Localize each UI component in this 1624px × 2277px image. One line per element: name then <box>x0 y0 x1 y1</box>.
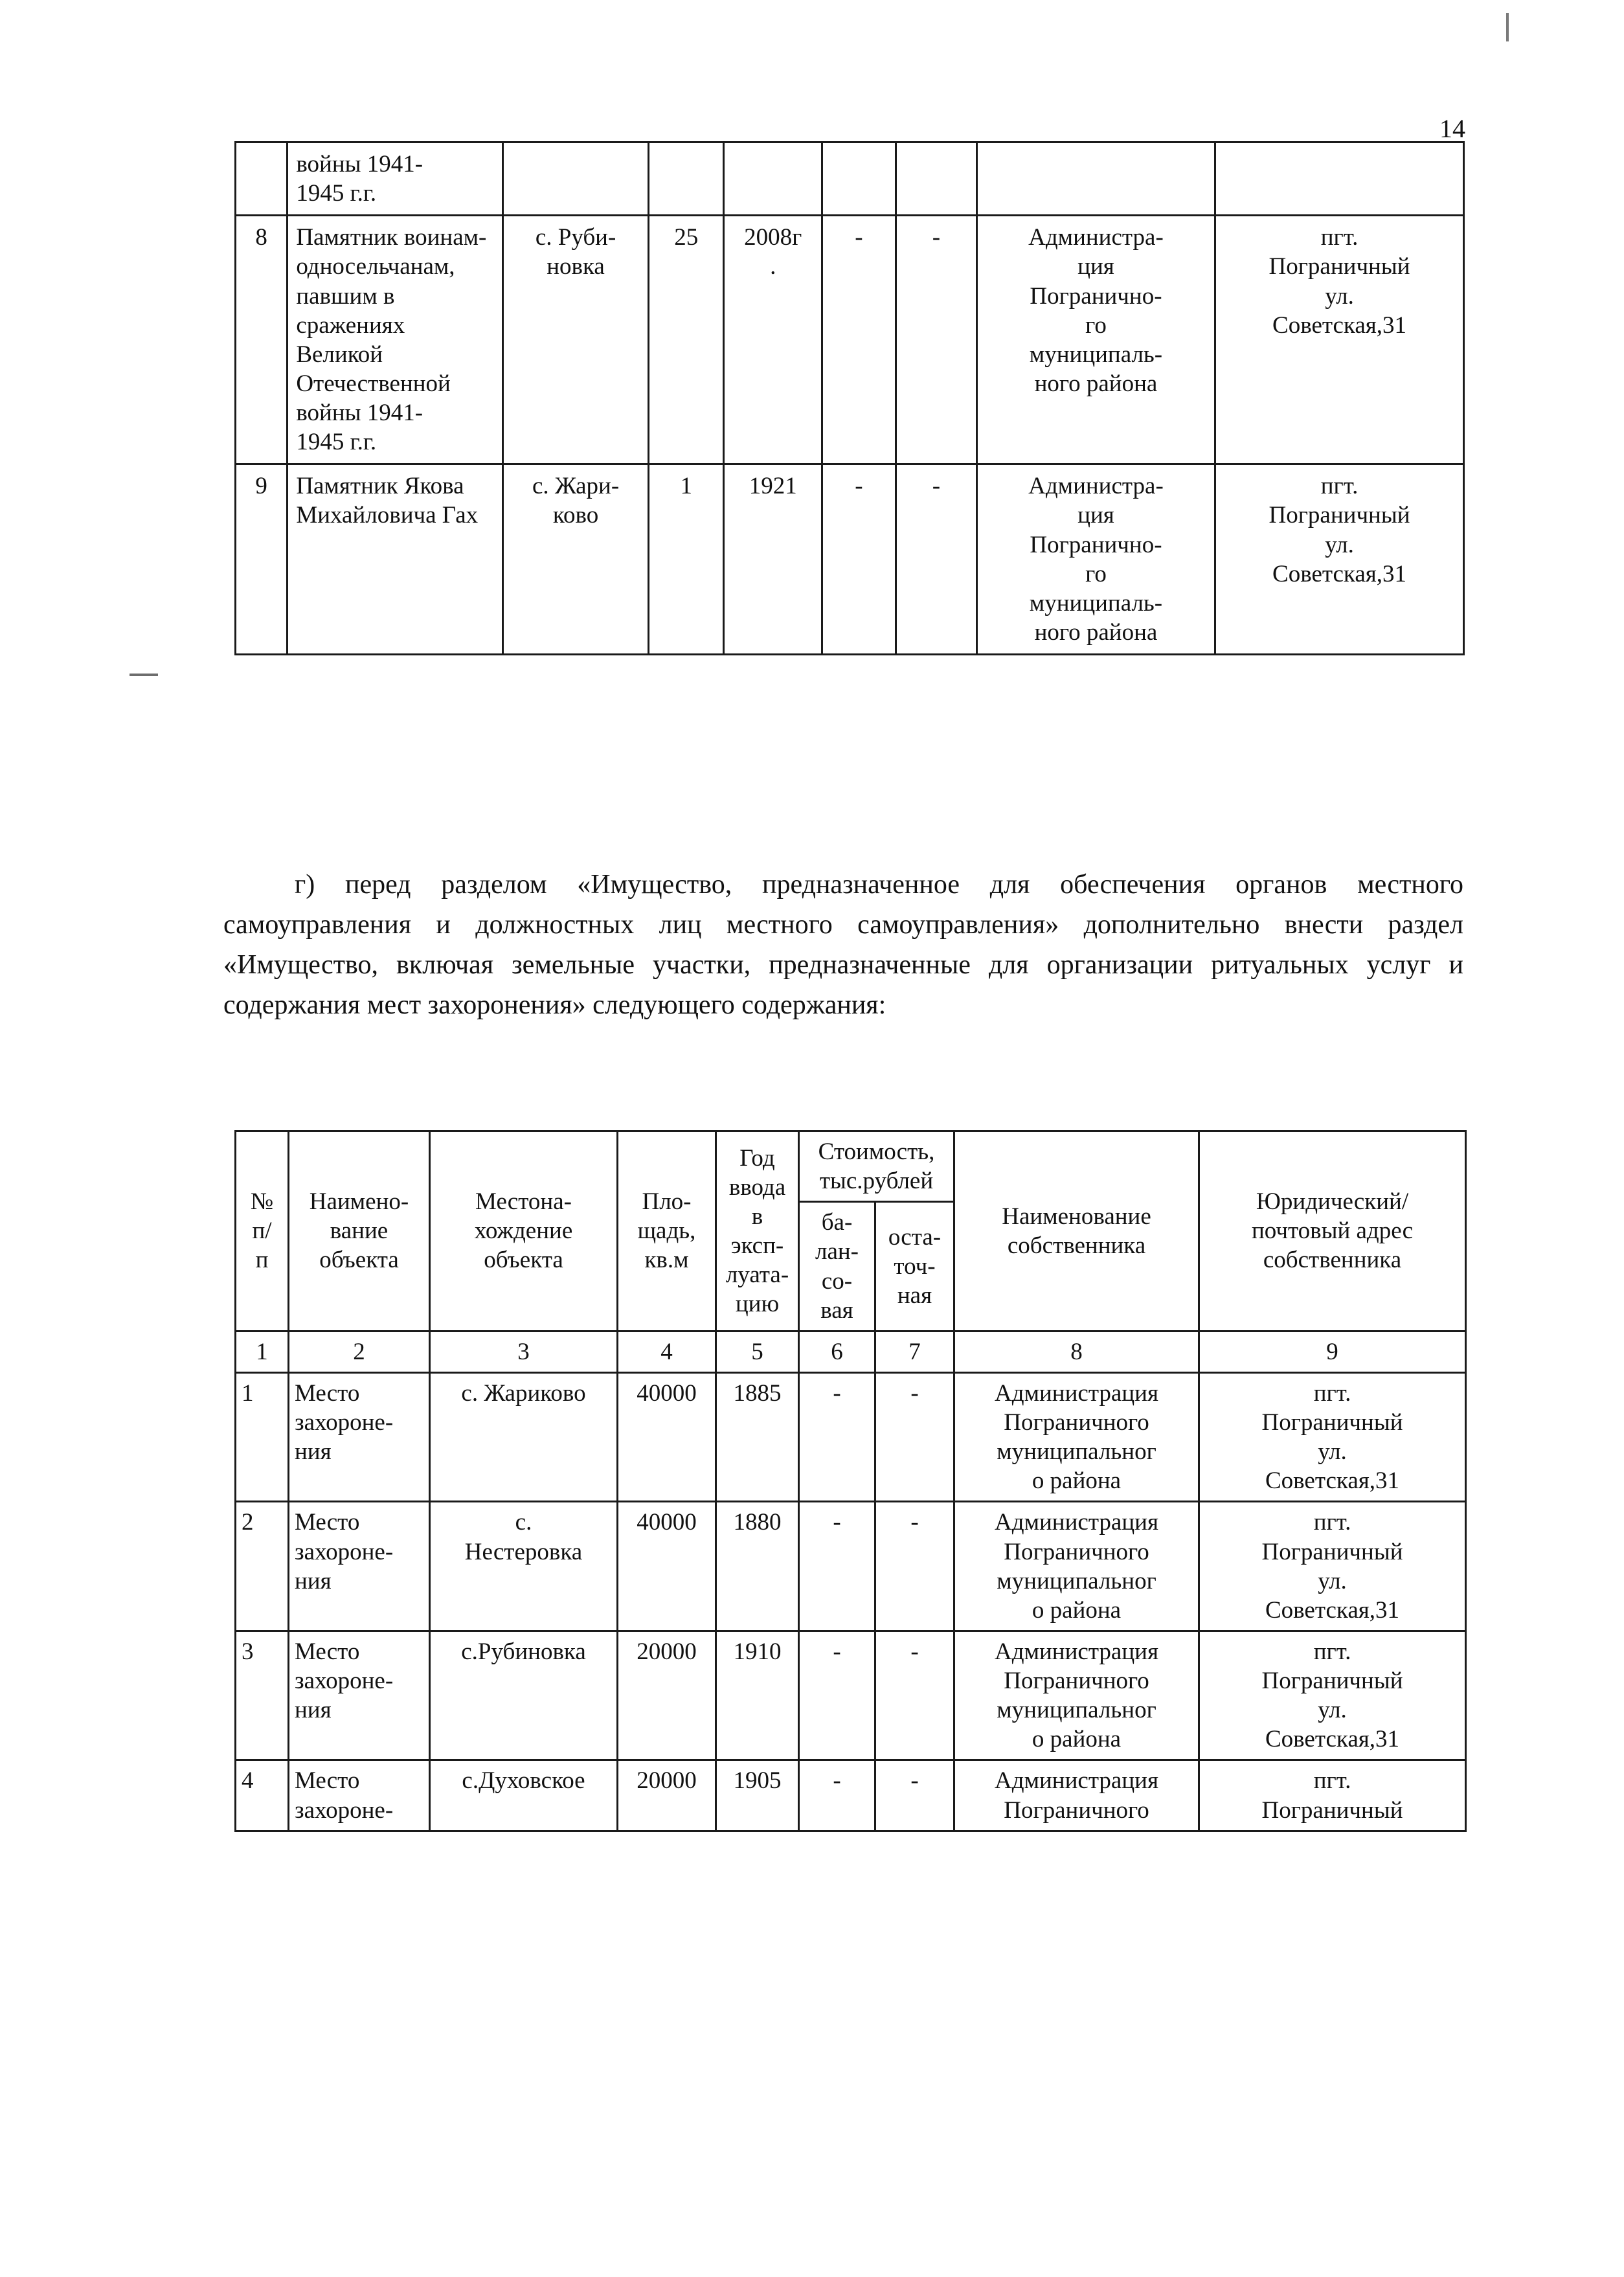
header-cost-group: Стоимость, тыс.рублей <box>799 1131 954 1202</box>
cell-owner: Администра- ция Погранично- го муниципаль- ного района <box>976 216 1215 464</box>
body-paragraph <box>223 865 1463 1026</box>
header-cost-residual: оста- точ- ная <box>875 1202 954 1331</box>
cell-area: 20000 <box>618 1760 716 1831</box>
cell-name: войны 1941- 1945 г.г. <box>288 142 503 216</box>
table-number-row <box>236 1331 1466 1372</box>
cell-name: Место захороне- <box>289 1760 430 1831</box>
cell-cost-balance: - <box>822 464 896 655</box>
cell-num: 9 <box>236 464 288 655</box>
cell-cost-balance: - <box>822 216 896 464</box>
colnum-8: 8 <box>954 1331 1199 1372</box>
cell-area: 1 <box>649 464 724 655</box>
cell-address: пгт. Пограничный ул. Советская,31 <box>1215 464 1464 655</box>
cell-name: Памятник Якова Михайловича Гах <box>288 464 503 655</box>
colnum-6: 6 <box>799 1331 875 1372</box>
burial-places-table <box>234 1130 1467 1832</box>
colnum-9: 9 <box>1199 1331 1466 1372</box>
header-address: Юридический/ почтовый адрес собственника <box>1199 1131 1466 1331</box>
table-row <box>236 216 1464 464</box>
colnum-7: 7 <box>875 1331 954 1372</box>
colnum-5: 5 <box>716 1331 799 1372</box>
cell-name: Место захороне- ния <box>289 1502 430 1631</box>
cell-cost-balance: - <box>799 1760 875 1831</box>
table-row <box>236 464 1464 655</box>
cell-num: 4 <box>236 1760 289 1831</box>
colnum-1: 1 <box>236 1331 289 1372</box>
header-area: Пло- щадь, кв.м <box>618 1131 716 1331</box>
cell-cost-residual <box>896 142 976 216</box>
cell-address: пгт. Пограничный ул. Советская,31 <box>1199 1631 1466 1760</box>
cell-owner: Администра- ция Погранично- го муниципаль- ного района <box>976 464 1215 655</box>
cell-cost-residual: - <box>875 1631 954 1760</box>
cell-name: Место захороне- ния <box>289 1631 430 1760</box>
cell-num: 2 <box>236 1502 289 1631</box>
cell-address: пгт. Пограничный ул. Советская,31 <box>1199 1372 1466 1502</box>
cell-area: 25 <box>649 216 724 464</box>
cell-address: пгт. Пограничный ул. Советская,31 <box>1199 1502 1466 1631</box>
cell-cost-residual: - <box>875 1372 954 1502</box>
cell-address: пгт. Пограничный ул. Советская,31 <box>1215 216 1464 464</box>
cell-owner: Администрация Пограничного муниципальног о района <box>954 1502 1199 1631</box>
cell-year: 2008г . <box>724 216 822 464</box>
cell-location: с. Руби- новка <box>502 216 648 464</box>
cell-num: 3 <box>236 1631 289 1760</box>
table-row <box>236 142 1464 216</box>
property-table-continuation <box>234 141 1465 655</box>
header-cost-balance: ба- лан- со- вая <box>799 1202 875 1331</box>
cell-name: Памятник воинам- односельчанам, павшим в сражениях Великой Отечественной войны 1941- 1945 г.г. <box>288 216 503 464</box>
cell-area <box>649 142 724 216</box>
cell-area: 40000 <box>618 1372 716 1502</box>
cell-year: 1910 <box>716 1631 799 1760</box>
header-owner: Наименование собственника <box>954 1131 1199 1331</box>
page-number: 14 <box>1439 114 1465 143</box>
colnum-3: 3 <box>430 1331 618 1372</box>
cell-location <box>502 142 648 216</box>
cell-num <box>236 142 288 216</box>
header-num: № п/ п <box>236 1131 289 1331</box>
cell-num: 8 <box>236 216 288 464</box>
cell-location: с.Духовское <box>430 1760 618 1831</box>
table-row <box>236 1502 1466 1631</box>
cell-name: Место захороне- ния <box>289 1372 430 1502</box>
colnum-4: 4 <box>618 1331 716 1372</box>
table-row <box>236 1631 1466 1760</box>
header-name: Наимено- вание объекта <box>289 1131 430 1331</box>
cell-owner: Администрация Пограничного муниципальног о района <box>954 1631 1199 1760</box>
cell-area: 20000 <box>618 1631 716 1760</box>
cell-location: с. Жари- ково <box>502 464 648 655</box>
cell-num: 1 <box>236 1372 289 1502</box>
table-row <box>236 1760 1466 1831</box>
cell-cost-balance: - <box>799 1372 875 1502</box>
cell-owner: Администрация Пограничного <box>954 1760 1199 1831</box>
table-header-row <box>236 1131 1466 1202</box>
margin-mark <box>130 674 158 676</box>
header-year: Год ввода в эксп- луата- цию <box>716 1131 799 1331</box>
cell-cost-residual: - <box>875 1502 954 1631</box>
cell-location: с. Жариково <box>430 1372 618 1502</box>
cell-cost-residual: - <box>896 464 976 655</box>
cell-year: 1905 <box>716 1760 799 1831</box>
cell-year: 1921 <box>724 464 822 655</box>
table-row <box>236 1372 1466 1502</box>
cell-cost-residual: - <box>875 1760 954 1831</box>
header-location: Местона- хождение объекта <box>430 1131 618 1331</box>
cell-location: с. Нестеровка <box>430 1502 618 1631</box>
cell-cost-balance: - <box>799 1502 875 1631</box>
cell-year <box>724 142 822 216</box>
colnum-2: 2 <box>289 1331 430 1372</box>
cell-location: с.Рубиновка <box>430 1631 618 1760</box>
cell-year: 1885 <box>716 1372 799 1502</box>
cell-address: пгт. Пограничный <box>1199 1760 1466 1831</box>
cell-cost-residual: - <box>896 216 976 464</box>
cell-owner: Администрация Пограничного муниципальног о района <box>954 1372 1199 1502</box>
paragraph-text: г) перед разделом «Имущество, предназначенное для обеспечения органов местного самоуправления и должностных лиц местного самоуправления» дополнительно внести раздел «Имущество, включая земельные участки, предназначенные для организации ритуальных услуг и содержания мест захоронения» следующего содержания: <box>223 870 1463 1021</box>
cell-year: 1880 <box>716 1502 799 1631</box>
cell-address <box>1215 142 1464 216</box>
cell-owner <box>976 142 1215 216</box>
cell-area: 40000 <box>618 1502 716 1631</box>
cell-cost-balance <box>822 142 896 216</box>
cell-cost-balance: - <box>799 1631 875 1760</box>
page-edge-mark <box>1506 13 1509 41</box>
